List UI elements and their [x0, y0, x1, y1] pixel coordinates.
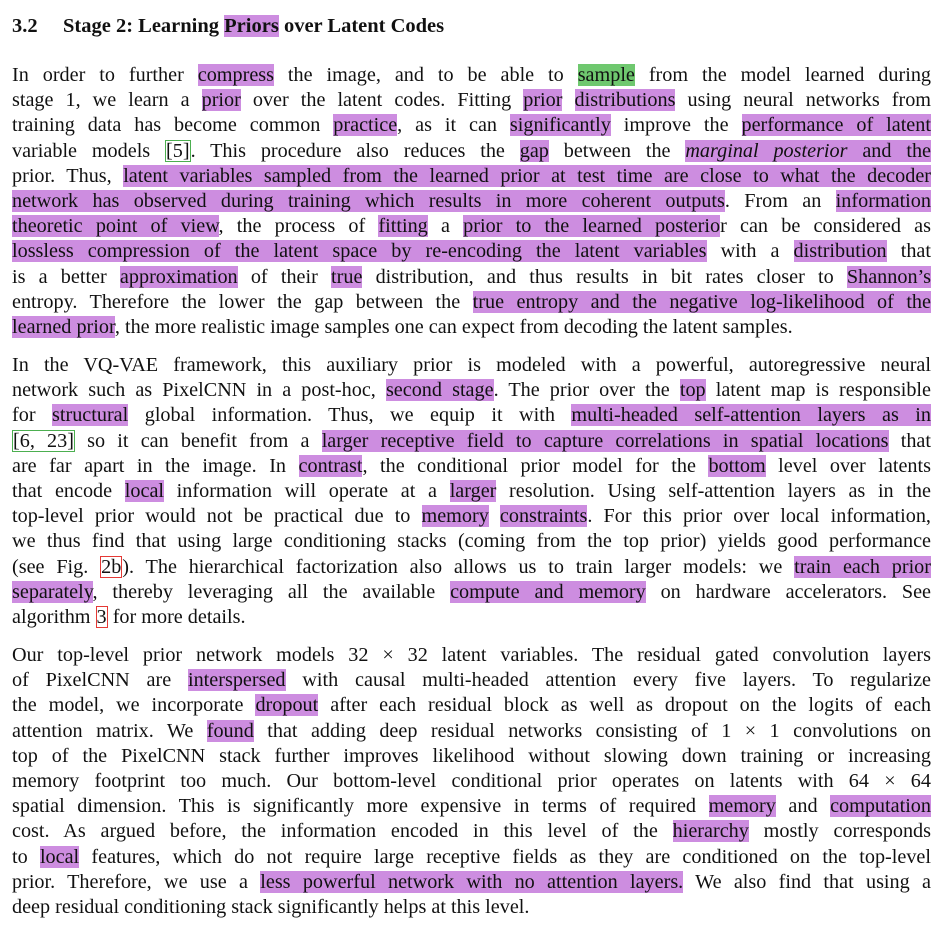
- highlighted-span: less powerful network with no attention layers.: [260, 870, 684, 893]
- text-span: Our top-level prior network models 32 × 32 latent variables. The residual gated convolution layers: [12, 644, 931, 666]
- highlighted-span: bottom: [708, 454, 766, 477]
- highlighted-span: theoretic point of view: [12, 215, 219, 238]
- highlighted-span: interspersed: [187, 669, 286, 692]
- text-span: , the more realistic image samples one can expect from decoding the latent samples.: [114, 315, 793, 338]
- highlighted-span: prior to the learned posterio: [463, 215, 721, 238]
- section-heading: [12, 12, 444, 40]
- highlighted-span: constraints: [499, 505, 588, 528]
- text-span: level over latents: [765, 454, 931, 477]
- text-line: [12, 580, 931, 605]
- highlighted-span: memory: [421, 505, 489, 528]
- text-span: a: [427, 215, 464, 238]
- text-span: stage 1, we learn a: [12, 89, 202, 112]
- highlighted-span: fitting: [378, 215, 428, 238]
- highlighted-span: second stage: [385, 379, 494, 402]
- text-span: after each residual block as well as dropout on the logits of each: [318, 694, 931, 717]
- text-line: [12, 504, 931, 529]
- text-span: [489, 505, 500, 527]
- highlighted-span: contrast: [298, 454, 363, 477]
- text-line: [12, 353, 931, 378]
- highlighted-span: sample: [577, 64, 635, 86]
- text-span: r can be considered as: [720, 215, 931, 238]
- citation-link[interactable]: 3: [96, 605, 107, 628]
- highlighted-span: lossless compression of the latent space by re-encoding the latent variables: [12, 240, 707, 263]
- text-span: . The prior over the: [493, 379, 680, 402]
- text-span: . This procedure also reduces the: [190, 139, 520, 162]
- text-span: memory footprint too much. Our bottom-level conditional prior operates on latents with 64 × 64: [12, 769, 931, 792]
- text-span: distribution, and thus results in bit rates closer to: [362, 265, 847, 288]
- highlighted-span: memory: [708, 795, 776, 818]
- text-line: [12, 454, 931, 479]
- text-span: are far apart in the image. In: [12, 454, 299, 477]
- text-span: to: [12, 845, 40, 868]
- highlighted-span: found: [206, 719, 254, 742]
- text-line: [12, 668, 931, 693]
- text-line: [12, 315, 931, 340]
- text-span: cost. As argued before, the information encoded in this level of the: [12, 820, 673, 843]
- highlighted-span: local: [124, 479, 165, 502]
- section-title: [63, 15, 444, 37]
- text-span: information will operate at a: [164, 479, 450, 502]
- text-line: [12, 693, 931, 718]
- highlighted-span: practice: [333, 114, 398, 137]
- text-span: algorithm: [12, 605, 96, 628]
- text-line: [12, 429, 931, 454]
- text-line: [12, 189, 931, 214]
- highlighted-span: multi-headed self-attention layers as in: [571, 404, 931, 427]
- text-span: with a: [706, 240, 794, 263]
- text-span: , the conditional prior model for the: [362, 454, 709, 477]
- text-line: [12, 643, 931, 668]
- highlighted-span: true: [331, 265, 363, 288]
- text-line: [12, 88, 931, 113]
- highlighted-span: significantly: [509, 114, 611, 137]
- highlighted-span: larger receptive field to capture correlations in spatial locations: [321, 429, 889, 452]
- text-span: top-level prior would not be practical due to: [12, 505, 422, 528]
- text-span: with causal multi-headed attention every five layers. To regularize: [285, 669, 931, 692]
- paragraph-vqvae-prior: [12, 353, 931, 630]
- highlighted-span: distribution: [793, 240, 887, 263]
- paragraph-architecture: [12, 643, 931, 920]
- citation-link[interactable]: 2b: [101, 555, 122, 578]
- highlighted-span: train each prior: [794, 555, 931, 578]
- text-line: [12, 113, 931, 138]
- text-line: [12, 63, 931, 88]
- text-span: latent map is responsible: [705, 379, 931, 402]
- text-line: [12, 819, 931, 844]
- highlighted-span: distributions: [574, 89, 676, 112]
- highlighted-span: hierarchy: [672, 820, 749, 843]
- text-span: In the VQ-VAE framework, this auxiliary prior is modeled with a powerful, autoregressive neural: [12, 354, 931, 376]
- text-span: , as it can: [397, 114, 510, 137]
- highlighted-span: learned prior: [12, 315, 115, 338]
- highlighted-span: information: [835, 189, 931, 212]
- text-line: [12, 845, 931, 870]
- highlighted-span: network has observed during training which results in more coherent outputs: [12, 189, 725, 212]
- text-span: attention matrix. We: [12, 719, 207, 742]
- text-span: We also find that using a: [683, 870, 931, 893]
- highlighted-span: approximation: [119, 265, 238, 288]
- text-span: and: [775, 795, 831, 818]
- highlighted-span: marginal posterior: [685, 139, 848, 162]
- text-span: . For this prior over local information,: [587, 505, 931, 528]
- text-span: on hardware accelerators. See: [645, 580, 931, 603]
- highlighted-span: computation: [830, 795, 931, 818]
- highlighted-span: top: [679, 379, 706, 402]
- highlighted-span: local: [39, 845, 80, 868]
- text-line: [12, 555, 931, 580]
- text-span: of their: [237, 265, 332, 288]
- highlighted-span: structural: [52, 404, 129, 427]
- highlighted-span: compress: [197, 64, 274, 86]
- text-line: [12, 479, 931, 504]
- text-span: training data has become common: [12, 114, 334, 137]
- text-line: [12, 378, 931, 403]
- text-span: for: [12, 404, 53, 427]
- text-span: so it can benefit from a: [74, 429, 322, 452]
- highlighted-span: compute and memory: [450, 580, 646, 603]
- text-line: [12, 719, 931, 744]
- text-span: deep residual conditioning stack significantly helps at this level.: [12, 895, 530, 918]
- text-span: we thus find that using large conditioning stacks (coming from the top prior) yields good performance: [12, 530, 931, 553]
- text-span: entropy. Therefore the lower the gap between the: [12, 290, 473, 313]
- text-line: [12, 403, 931, 428]
- text-span: spatial dimension. This is significantly more expensive in terms of required: [12, 795, 709, 818]
- text-span: [562, 89, 574, 111]
- text-line: [12, 605, 931, 630]
- highlighted-span: prior: [201, 89, 241, 112]
- text-line: [12, 265, 931, 290]
- text-span: (see Fig.: [12, 555, 101, 578]
- text-span: that: [888, 429, 931, 452]
- text-span: that: [886, 240, 931, 263]
- text-span: ). The hierarchical factorization also allows us to train larger models: we: [122, 555, 795, 578]
- highlighted-span: prior: [523, 89, 563, 112]
- section-number: 3.2: [12, 15, 38, 37]
- text-span: that adding deep residual networks consisting of 1 × 1 convolutions on: [253, 719, 931, 742]
- text-span: over Latent Codes: [278, 15, 445, 37]
- text-span: the model, we incorporate: [12, 694, 256, 717]
- text-line: [12, 239, 931, 264]
- text-span: . From an: [724, 189, 836, 212]
- text-span: mostly corresponds: [748, 820, 931, 843]
- text-line: [12, 139, 931, 164]
- highlighted-span: performance of latent: [741, 114, 931, 137]
- text-line: [12, 769, 931, 794]
- text-line: [12, 214, 931, 239]
- highlighted-span: larger: [449, 479, 497, 502]
- text-span: for more details.: [107, 605, 246, 628]
- highlighted-span: separately: [12, 580, 93, 603]
- highlighted-span: latent variables sampled from the learned prior at test time are close to what the decoder: [123, 164, 932, 187]
- highlighted-span: true entropy and the negative log-likelihood of the: [472, 290, 931, 313]
- text-line: [12, 794, 931, 819]
- text-span: top of the PixelCNN stack further improves likelihood without slowing down training or increasing: [12, 744, 931, 767]
- text-span: that encode: [12, 479, 125, 502]
- text-line: [12, 164, 931, 189]
- highlighted-span: Priors: [224, 15, 279, 37]
- text-line: [12, 870, 931, 895]
- text-span: between the: [548, 139, 686, 162]
- highlighted-span: gap: [519, 139, 549, 162]
- citation-link[interactable]: [5]: [166, 139, 190, 162]
- text-span: global information. Thus, we equip it with: [128, 404, 572, 427]
- text-span: prior. Thus,: [12, 164, 124, 187]
- text-span: of PixelCNN are: [12, 669, 188, 692]
- text-line: [12, 744, 931, 769]
- paragraph-compression: [12, 63, 931, 340]
- text-span: is a better: [12, 265, 120, 288]
- text-span: improve the: [610, 114, 742, 137]
- text-span: over the latent codes. Fitting: [240, 89, 524, 112]
- highlighted-span: and the: [847, 139, 931, 162]
- text-span: the image, and to be able to: [274, 64, 578, 86]
- highlighted-span: dropout: [255, 694, 319, 717]
- text-span: prior. Therefore, we use a: [12, 870, 261, 893]
- text-span: using neural networks from: [675, 89, 932, 112]
- text-line: [12, 529, 931, 554]
- text-span: features, which do not require large receptive fields as they are conditioned on the top-level: [79, 845, 931, 868]
- text-span: resolution. Using self-attention layers as in the: [496, 479, 931, 502]
- text-span: , the process of: [218, 215, 379, 238]
- text-span: In order to further: [12, 64, 198, 86]
- text-span: , thereby leveraging all the available: [92, 580, 451, 603]
- text-line: [12, 895, 931, 920]
- text-line: [12, 290, 931, 315]
- text-span: variable models: [12, 139, 166, 162]
- text-span: Stage 2: Learning: [63, 15, 225, 37]
- highlighted-span: Shannon’s: [846, 265, 931, 288]
- citation-link[interactable]: [6, 23]: [13, 429, 74, 452]
- text-span: network such as PixelCNN in a post-hoc,: [12, 379, 386, 402]
- text-span: from the model learned during: [634, 64, 932, 86]
